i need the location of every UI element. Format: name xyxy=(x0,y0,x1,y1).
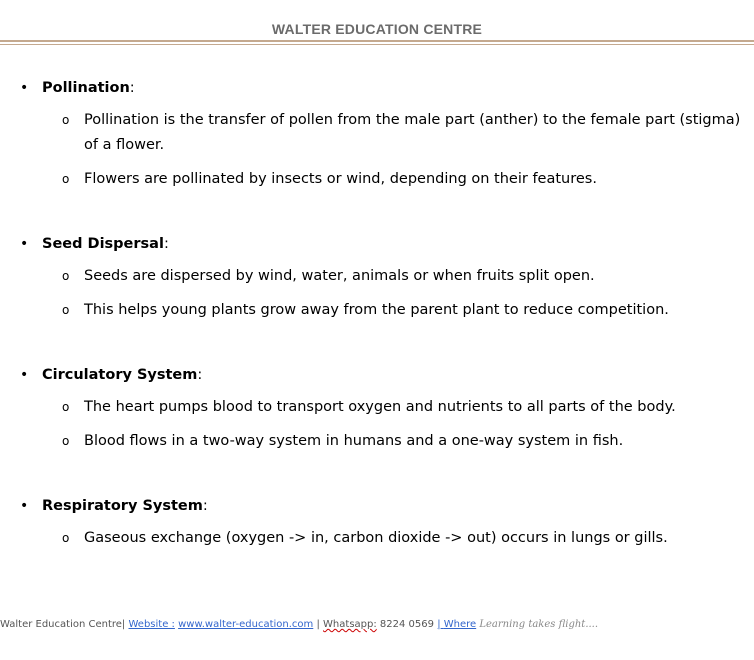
footer-separator: | xyxy=(316,619,320,630)
section-heading-row xyxy=(0,74,754,102)
section-heading-row xyxy=(0,492,754,520)
bullet-disc: • xyxy=(20,80,29,96)
heading-colon: : xyxy=(129,80,135,96)
list-item xyxy=(0,167,754,192)
section-heading-row xyxy=(0,361,754,389)
section-heading-row xyxy=(0,230,754,258)
bullet-circle: o xyxy=(62,172,70,186)
footer-website-link[interactable]: www.walter-education.com xyxy=(178,619,314,630)
heading-colon: : xyxy=(197,367,203,383)
section-heading: Circulatory System xyxy=(42,367,198,383)
document-body xyxy=(0,74,754,551)
list-item-text: Gaseous exchange (oxygen -> in, carbon dioxide -> out) occurs in lungs or gills. xyxy=(84,530,668,546)
bullet-disc: • xyxy=(20,236,29,252)
list-item xyxy=(0,429,754,454)
page-footer xyxy=(0,619,754,630)
footer-whatsapp-number: 8224 0569 xyxy=(379,619,434,630)
bullet-circle: o xyxy=(62,269,70,283)
footer-where-text: Where xyxy=(443,619,477,630)
bullet-disc: • xyxy=(20,367,29,383)
footer-where-label xyxy=(437,619,476,630)
section-spacer xyxy=(0,323,754,361)
header-divider-thick xyxy=(0,40,754,42)
list-item xyxy=(0,395,754,420)
footer-website-label: Website : xyxy=(128,619,175,630)
section-heading: Seed Dispersal xyxy=(42,236,164,252)
bullet-circle: o xyxy=(62,113,70,127)
page-header-title: WALTER EDUCATION CENTRE xyxy=(271,21,483,37)
bullet-circle: o xyxy=(62,303,70,317)
footer-separator: | xyxy=(121,619,126,630)
section-circulatory-system xyxy=(0,361,754,454)
footer-separator: | xyxy=(437,619,441,630)
list-item xyxy=(0,108,754,158)
heading-colon: : xyxy=(202,498,208,514)
bullet-circle: o xyxy=(62,400,70,414)
footer-org-name: Walter Education Centre xyxy=(0,619,122,630)
list-item xyxy=(0,264,754,289)
bullet-circle: o xyxy=(62,434,70,448)
list-item-text: Flowers are pollinated by insects or wind, depending on their features. xyxy=(84,171,597,187)
heading-colon: : xyxy=(163,236,169,252)
bullet-circle: o xyxy=(62,531,70,545)
section-heading: Pollination xyxy=(42,80,130,96)
header-divider-thin xyxy=(0,44,754,45)
section-seed-dispersal xyxy=(0,230,754,323)
bullet-disc: • xyxy=(20,498,29,514)
footer-tagline: Learning takes flight.... xyxy=(479,619,599,630)
section-pollination xyxy=(0,74,754,192)
footer-whatsapp-label: Whatsapp: xyxy=(323,619,377,630)
list-item-text: Blood flows in a two-way system in humans and a one-way system in fish. xyxy=(84,433,624,449)
section-respiratory-system xyxy=(0,492,754,551)
list-item-text: The heart pumps blood to transport oxygen and nutrients to all parts of the body. xyxy=(84,399,676,415)
list-item-text: This helps young plants grow away from the parent plant to reduce competition. xyxy=(84,302,669,318)
list-item-text: Pollination is the transfer of pollen from the male part (anther) to the female part (stigma) of a flower. xyxy=(84,112,741,153)
section-spacer xyxy=(0,454,754,492)
list-item xyxy=(0,526,754,551)
list-item-text: Seeds are dispersed by wind, water, animals or when fruits split open. xyxy=(84,268,595,284)
section-heading: Respiratory System xyxy=(42,498,203,514)
list-item xyxy=(0,298,754,323)
section-spacer xyxy=(0,192,754,230)
